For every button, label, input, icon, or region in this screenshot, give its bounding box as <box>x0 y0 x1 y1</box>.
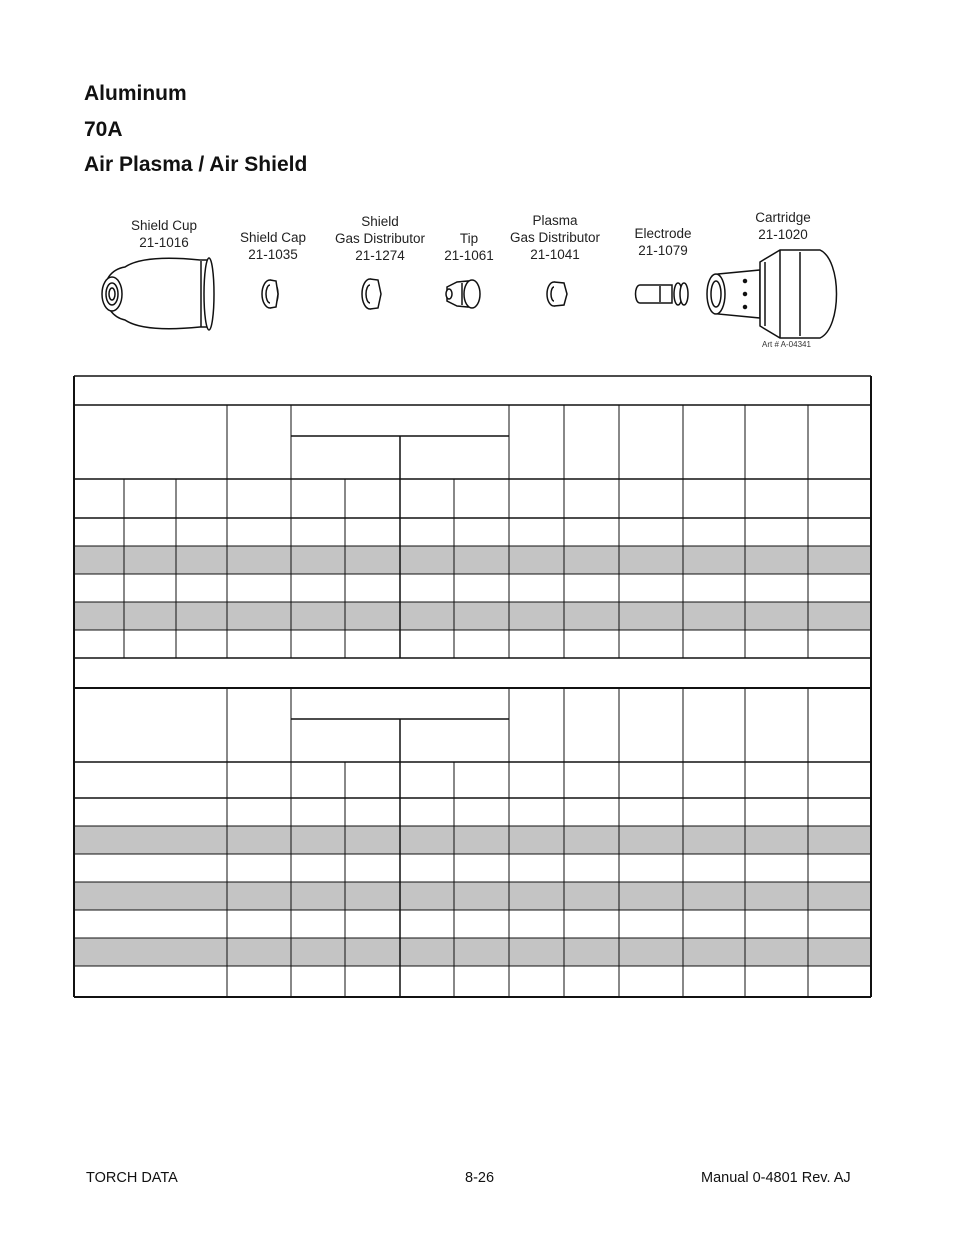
footer-manual-revision: Manual 0-4801 Rev. AJ <box>701 1170 851 1186</box>
part-name: Tip <box>459 231 479 246</box>
shaded-row <box>74 882 871 910</box>
part-name: Cartridge <box>755 210 811 225</box>
part-number: 21-1041 <box>530 247 580 262</box>
shaded-row <box>74 602 871 630</box>
footer-page-number: 8-26 <box>465 1170 495 1186</box>
part-number: 21-1035 <box>248 247 298 262</box>
part-number: 21-1061 <box>444 248 494 263</box>
heading-gas-type: Air Plasma / Air Shield <box>84 153 308 176</box>
part-number: 21-1079 <box>638 243 688 258</box>
part-name: Shield Cap <box>239 230 307 245</box>
shaded-row <box>74 546 871 574</box>
part-number: 21-1016 <box>139 235 189 250</box>
footer-section: TORCH DATA <box>86 1170 178 1186</box>
heading-amperage: 70A <box>84 118 123 141</box>
part-name: Shield Cup <box>130 218 198 233</box>
art-number: Art # A-04341 <box>762 340 811 349</box>
heading-material: Aluminum <box>84 82 187 105</box>
part-name-line1: Plasma <box>532 213 578 228</box>
part-number: 21-1020 <box>758 227 808 242</box>
part-name-line2: Gas Distributor <box>334 231 426 246</box>
part-name-line2: Gas Distributor <box>509 230 601 245</box>
shaded-row <box>74 826 871 854</box>
part-name-line1: Shield <box>361 214 399 229</box>
shaded-row <box>74 938 871 966</box>
part-name: Electrode <box>634 226 692 241</box>
part-number: 21-1274 <box>355 248 405 263</box>
